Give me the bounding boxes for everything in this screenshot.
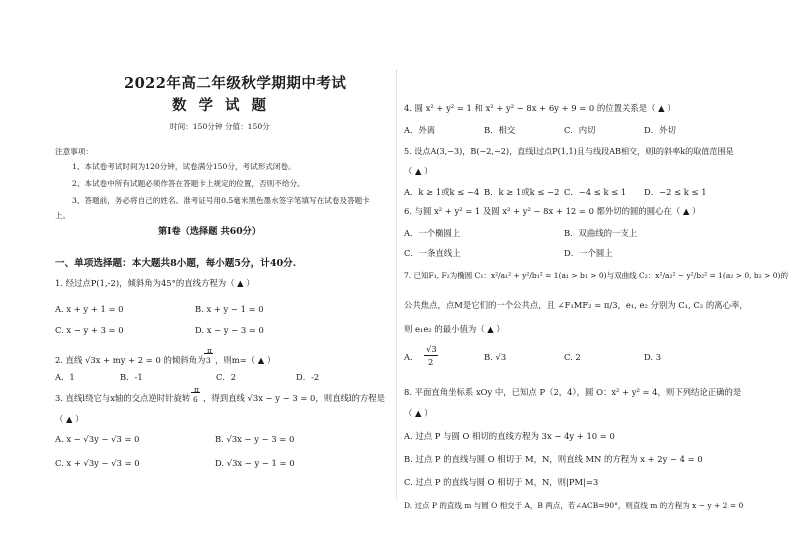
question-2-option-d: D．-2	[296, 372, 320, 382]
question-6-option-d: D．一个圆上	[564, 248, 613, 258]
section-heading: 一、单项选择题：本大题共8小题，每小题5分，计40分.	[55, 258, 297, 269]
question-8-option-a: A. 过点 P 与圆 O 相切的直线方程为 3x − 4y + 10 = 0	[404, 431, 615, 441]
question-7-stem-line-2: 公共焦点，点M是它们的一个公共点，且 ∠F₁MF₂ = π/3，e₁, e₂ 分别为 C₁, C₂ 的离心率，	[404, 300, 748, 310]
question-7-stem-line-3: 则 e₁e₂ 的最小值为（ ▲ ）	[404, 324, 505, 334]
question-5-option-a: A．k ≥ 1或k ≤ −4	[404, 187, 480, 197]
question-1-option-c: C. x − y + 3 = 0	[55, 325, 124, 335]
question-8-option-b: B. 过点 P 的直线与圆 O 相切于 M，N，则直线 MN 的方程为 x + 2y − 4 = 0	[404, 454, 703, 464]
note-item: 2、本试卷中所有试题必须作答在答题卡上规定的位置，否则不给分。	[72, 179, 305, 188]
question-3-option-b: B. √3x − y − 3 = 0	[215, 434, 295, 444]
column-divider	[396, 70, 397, 500]
question-1-option-d: D. x − y − 3 = 0	[195, 325, 264, 335]
question-3-option-c: C. x + √3y − √3 = 0	[55, 458, 140, 468]
part-heading: 第Ⅰ卷（选择题 共60分）	[158, 226, 261, 237]
question-2-fraction-denominator: 3	[206, 356, 211, 365]
question-8-option-c: C. 过点 P 的直线与圆 O 相切于 M，N，则|PM|=3	[404, 477, 599, 487]
fraction-bar	[424, 355, 438, 356]
question-3-stem-start: 3. 直线l绕它与x轴的交点逆时针旋转	[55, 393, 191, 403]
question-6-option-b: B．双曲线的一支上	[564, 228, 638, 238]
notes-heading: 注意事项：	[55, 147, 93, 156]
question-5-stem: 5. 设点A(3,−3)，B(−2,−2)，直线l过点P(1,1)且与线段AB相交，则l的斜率k的取值范围是	[404, 146, 734, 156]
question-6-stem: 6. 与圆 x² + y² = 1 及圆 x² + y² − 8x + 12 = 0 都外切的圆的圆心在（ ▲ ）	[404, 206, 701, 216]
question-3-answer-mark: （ ▲ ）	[55, 414, 84, 424]
note-item: 1、本试卷考试时间为120分钟，试卷满分150分，考试形式闭卷。	[72, 162, 296, 171]
question-5-option-c: C．−4 ≤ k ≤ 1	[564, 187, 627, 197]
question-4-option-d: D．外切	[644, 125, 676, 135]
question-4-option-b: B．相交	[484, 125, 516, 135]
question-8-answer-mark: （ ▲ ）	[404, 408, 433, 418]
question-2-stem-start: 2. 直线 √3x + my + 2 = 0 的倾斜角为	[55, 355, 206, 365]
question-4-stem: 4. 圆 x² + y² = 1 和 x² + y² − 8x + 6y + 9 = 0 的位置关系是（ ▲ ）	[404, 103, 676, 113]
question-4-option-a: A．外离	[404, 125, 436, 135]
question-4-option-c: C．内切	[564, 125, 596, 135]
question-6-option-c: C．一条直线上	[404, 248, 461, 258]
question-3-fraction-denominator: 6	[193, 395, 198, 404]
question-2-option-b: B．-1	[120, 372, 143, 382]
question-8-stem: 8. 平面直角坐标系 xOy 中，已知点 P（2，4），圆 O：x² + y² = 4，则下列结论正确的是	[404, 387, 742, 397]
question-7-option-a-label: A.	[404, 352, 413, 362]
note-item: 上。	[55, 211, 71, 220]
note-item: 3、答题前，务必将自己的姓名、准考证号用0.5毫米黑色墨水签字笔填写在试卷及答题卡	[72, 196, 370, 205]
question-2-fraction-numerator: π	[207, 346, 212, 355]
question-2-option-c: C．2	[216, 372, 237, 382]
question-7-option-c: C. 2	[564, 352, 581, 362]
subject-title: 数学试题	[172, 97, 278, 114]
question-5-answer-mark: （ ▲ ）	[404, 166, 433, 176]
question-3-stem-end: ，得到直线 √3x − y − 3 = 0，则直线l的方程是	[203, 393, 386, 403]
question-7-option-a-denominator: 2	[428, 357, 434, 367]
question-8-option-d: D. 过点 P 的直线 m 与圆 O 相交于 A，B 两点，若∠ACB=90°，则直线 m 的方程为 x − y + 2 = 0	[404, 501, 744, 510]
question-7-option-b: B. √3	[484, 352, 507, 362]
fraction-bar	[204, 353, 213, 354]
question-7-option-a-numerator: √3	[426, 344, 437, 354]
question-1-option-b: B. x + y − 1 = 0	[195, 304, 264, 314]
question-1-stem: 1. 经过点P(1,-2)，倾斜角为45°的直线方程为（ ▲ ）	[55, 278, 255, 288]
question-3-option-d: D. √3x − y − 1 = 0	[215, 458, 295, 468]
question-2-option-a: A．1	[55, 372, 75, 382]
question-3-fraction-numerator: π	[194, 385, 199, 394]
question-1-option-a: A. x + y + 1 = 0	[55, 304, 124, 314]
exam-title: 2022年高二年级秋学期期中考试	[124, 75, 347, 92]
question-5-option-d: D．−2 ≤ k ≤ 1	[644, 187, 707, 197]
question-3-option-a: A. x − √3y − √3 = 0	[55, 434, 140, 444]
question-6-option-a: A．一个椭圆上	[404, 228, 461, 238]
question-7-option-d: D. 3	[644, 352, 662, 362]
fraction-bar	[191, 392, 200, 393]
timing-info: 时间：150分钟 分值：150分	[170, 122, 270, 131]
question-2-stem-end: ，则m=（ ▲ ）	[215, 355, 276, 365]
question-7-stem-line-1: 7. 已知F₁, F₂为椭圆 C₁：x²/a₁² + y²/b₁² = 1(a₁ > b₁ > 0)与双曲线 C₂：x²/a₂² − y²/b₂² = 1(a₂ > 0, b₂ > 0)的	[404, 271, 788, 280]
question-5-option-b: B．k ≥ 1或k ≤ −2	[484, 187, 560, 197]
